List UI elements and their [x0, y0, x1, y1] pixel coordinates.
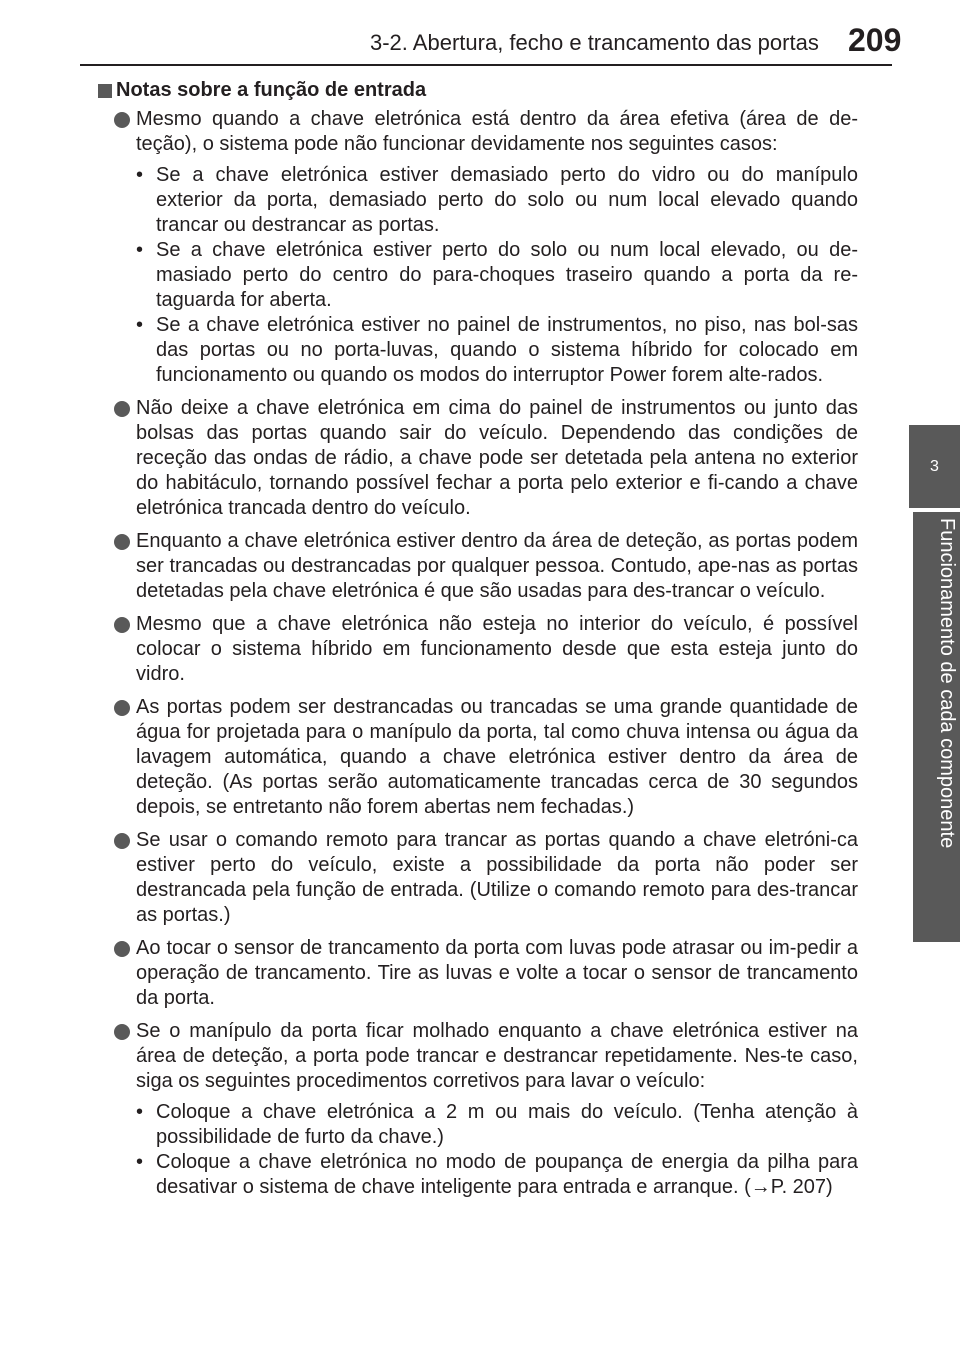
round-bullet-icon: [114, 112, 130, 128]
round-bullet-icon: [114, 700, 130, 716]
sub-list: [136, 163, 858, 388]
notes-list: [98, 107, 858, 1200]
note-item: [98, 695, 858, 820]
page-content: [98, 78, 858, 1208]
note-text: Mesmo que a chave eletrónica não esteja no interior do veículo, é possível colocar o sistema híbrido em funcionamento desde que esta esteja junto do vidro.: [136, 613, 858, 685]
note-item: [98, 107, 858, 388]
round-bullet-icon: [114, 833, 130, 849]
sub-item: [136, 1150, 858, 1200]
sub-item-text: Se a chave eletrónica estiver demasiado perto do vidro ou do manípulo exterior da porta, demasiado perto do solo ou num local elevado quando trancar ou destrancar as portas.: [156, 164, 858, 236]
round-bullet-icon: [114, 941, 130, 957]
sub-item-text: Se a chave eletrónica estiver no painel de instrumentos, no piso, nas bol-sas das portas ou no porta-luvas, quando o sistema híbrido for colocado em funcionamento ou quando os modos do interruptor Power forem alte-rados.: [156, 314, 858, 386]
round-bullet-icon: [114, 534, 130, 550]
sub-item-text: Coloque a chave eletrónica no modo de poupança de energia da pilha para desativar o sistema de chave inteligente para entrada e arranque. (→P. 207): [156, 1151, 858, 1198]
dot-bullet-icon: •: [136, 1101, 144, 1123]
sub-item: [136, 238, 858, 313]
note-item: [98, 828, 858, 928]
note-item: [98, 529, 858, 604]
sub-item: [136, 163, 858, 238]
note-text: Se o manípulo da porta ficar molhado enquanto a chave eletrónica estiver na área de deteção, a porta pode trancar e destrancar repetidamente. Nes-te caso, siga os seguintes procedimentos corretivos para lavar o veículo:: [136, 1020, 858, 1092]
chapter-title: 3-2. Abertura, fecho e trancamento das portas: [370, 30, 819, 55]
note-text: Enquanto a chave eletrónica estiver dentro da área de deteção, as portas podem ser trancadas ou destrancadas por qualquer pessoa. Contudo, ape-nas as portas detetadas pela chave eletrónica é que são usadas para des-trancar o veículo.: [136, 530, 858, 602]
round-bullet-icon: [114, 617, 130, 633]
note-item: [98, 1019, 858, 1200]
sub-item: [136, 313, 858, 388]
note-text: As portas podem ser destrancadas ou trancadas se uma grande quantidade de água for projetada para o manípulo da porta, tal como chuva intensa ou água da lavagem automática, quando a chave eletrónica estiver dentro da área de deteção. (As portas serão automaticamente trancadas cerca de 30 segundos depois, se entretanto não forem abertas nem fechadas.): [136, 696, 858, 818]
round-bullet-icon: [114, 401, 130, 417]
note-text: Ao tocar o sensor de trancamento da porta com luvas pode atrasar ou im-pedir a operação de trancamento. Tire as luvas e volte a tocar o sensor de trancamento da porta.: [136, 937, 858, 1009]
dot-bullet-icon: •: [136, 1151, 144, 1173]
sub-item-text: Se a chave eletrónica estiver perto do solo ou num local elevado, ou de-masiado perto do centro do para-choques traseiro quando a porta da re-taguarda for aberta.: [156, 239, 858, 311]
page-header: [0, 0, 960, 60]
note-item: [98, 612, 858, 687]
dot-bullet-icon: •: [136, 164, 144, 186]
note-text: Se usar o comando remoto para trancar as portas quando a chave eletróni-ca estiver perto do veículo, existe a possibilidade da porta não poder ser destrancada pela função de entrada. (Utilize o comando remoto para des-trancar as portas.): [136, 829, 858, 926]
dot-bullet-icon: •: [136, 239, 144, 261]
header-rule: [80, 64, 892, 66]
chapter-number: 3: [930, 457, 939, 475]
square-bullet-icon: [98, 84, 112, 98]
note-item: [98, 396, 858, 521]
dot-bullet-icon: •: [136, 314, 144, 336]
chapter-tab: [909, 425, 960, 508]
note-item: [98, 936, 858, 1011]
page-number: 209: [848, 22, 902, 58]
sub-list: [136, 1100, 858, 1200]
sub-item-text: Coloque a chave eletrónica a 2 m ou mais do veículo. (Tenha atenção à possibilidade de furto da chave.): [156, 1101, 858, 1148]
section-heading: Notas sobre a função de entrada: [98, 78, 858, 103]
sub-item: [136, 1100, 858, 1150]
round-bullet-icon: [114, 1024, 130, 1040]
note-text: Não deixe a chave eletrónica em cima do painel de instrumentos ou junto das bolsas das portas quando sair do veículo. Dependendo das condições de receção das ondas de rádio, a chave pode ser detetada pela antena no exterior do habitáculo, tornando possível fechar a porta pelo exterior e fi-cando a chave eletrónica trancada dentro do veículo.: [136, 397, 858, 519]
note-text: Mesmo quando a chave eletrónica está dentro da área efetiva (área de de-teção), o sistema pode não funcionar devidamente nos seguintes casos:: [136, 108, 858, 155]
chapter-label: Funcionamento de cada componente: [936, 518, 958, 849]
